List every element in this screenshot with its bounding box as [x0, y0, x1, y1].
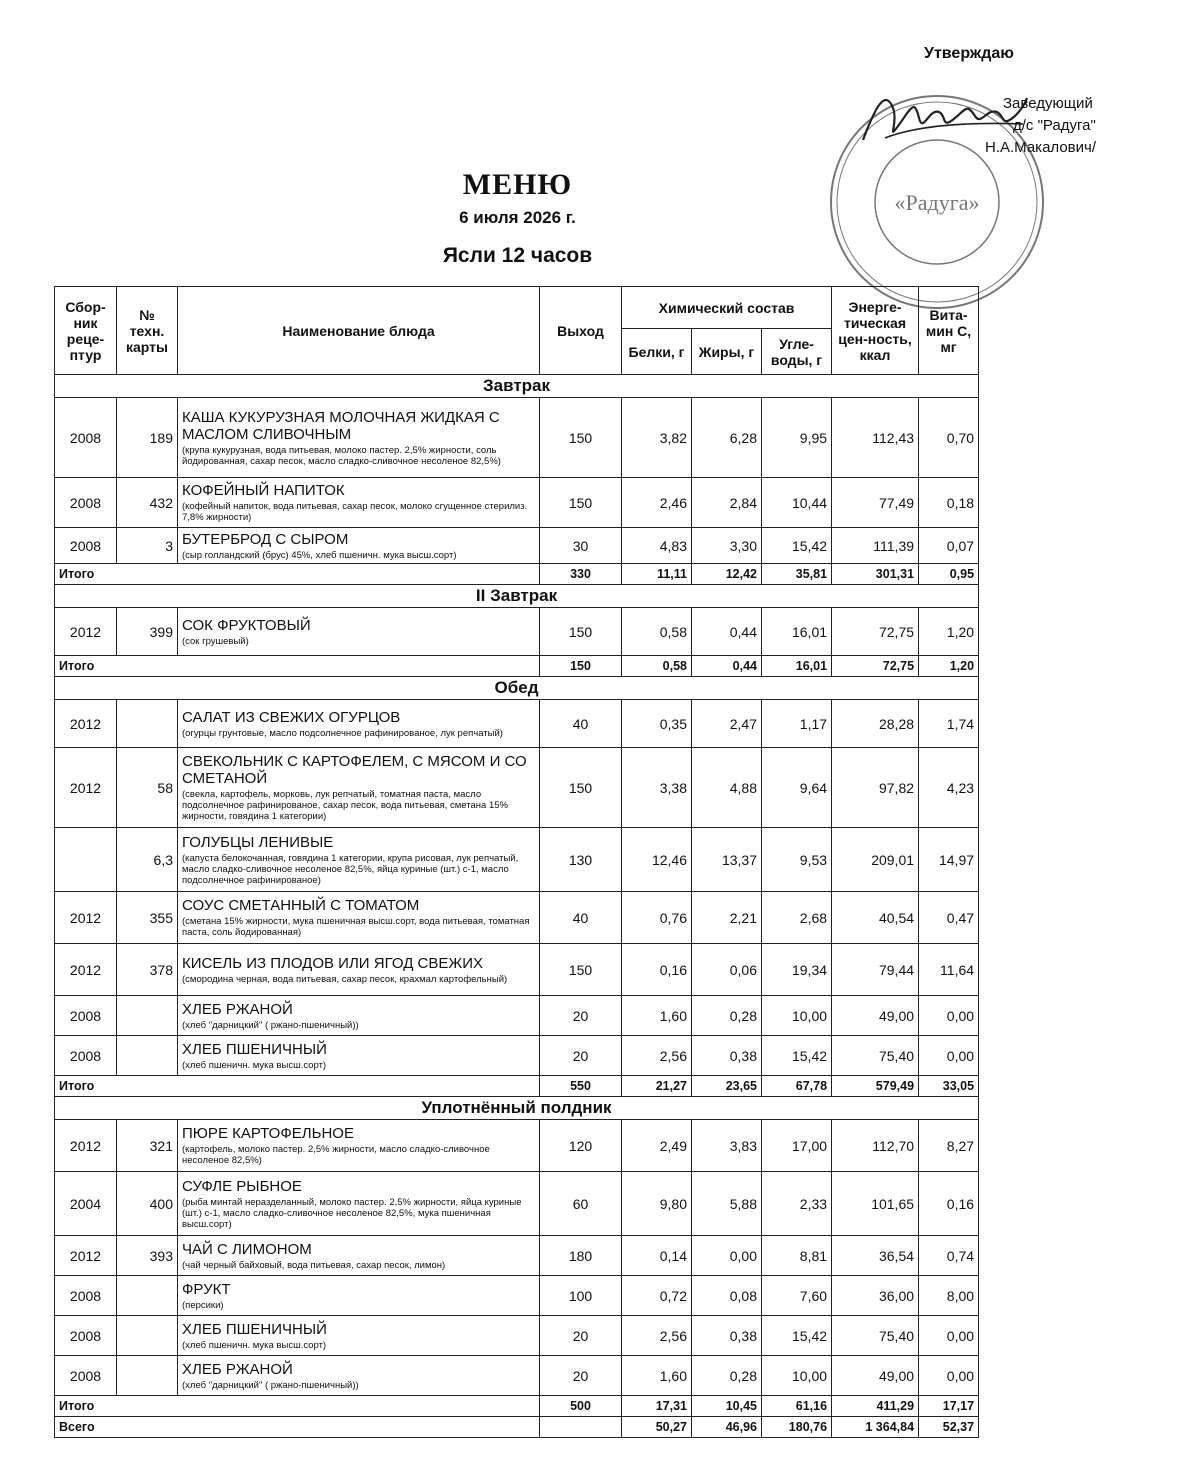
table-row — [55, 828, 979, 892]
dish-name: СУФЛЕ РЫБНОЕ — [182, 1177, 302, 1195]
table-row — [55, 944, 979, 996]
carbs-cell: 9,64 — [762, 748, 832, 828]
total-row — [55, 1076, 979, 1097]
dish-name: ХЛЕБ РЖАНОЙ — [182, 1000, 293, 1018]
fat-cell: 2,84 — [692, 478, 762, 528]
carbs-cell: 1,17 — [762, 700, 832, 748]
protein-cell: 2,46 — [622, 478, 692, 528]
card-cell — [117, 700, 178, 748]
dish-cell — [178, 528, 540, 564]
header-yield: Выход — [540, 287, 622, 375]
vitc-cell: 0,16 — [919, 1172, 979, 1236]
card-cell: 3 — [117, 528, 178, 564]
collection-cell: 2012 — [55, 608, 117, 656]
fat-cell: 0,38 — [692, 1316, 762, 1356]
dish-cell — [178, 478, 540, 528]
collection-cell: 2012 — [55, 1236, 117, 1276]
dish-cell — [178, 700, 540, 748]
yield-cell: 150 — [540, 748, 622, 828]
vitc-cell: 14,97 — [919, 828, 979, 892]
yield-cell: 150 — [540, 608, 622, 656]
energy-cell: 112,70 — [832, 1120, 919, 1172]
grand-total-vitc: 52,37 — [919, 1417, 979, 1438]
energy-cell: 36,54 — [832, 1236, 919, 1276]
dish-name: ХЛЕБ РЖАНОЙ — [182, 1360, 293, 1378]
yield-cell: 40 — [540, 892, 622, 944]
dish-ingredients: (хлеб "дарницкий" ( ржано-пшеничный)) — [182, 1019, 359, 1031]
header-dish: Наименование блюда — [178, 287, 540, 375]
table-row — [55, 996, 979, 1036]
yield-cell: 20 — [540, 1316, 622, 1356]
energy-cell: 79,44 — [832, 944, 919, 996]
dish-name: СОК ФРУКТОВЫЙ — [182, 616, 311, 634]
collection-cell: 2008 — [55, 528, 117, 564]
vitc-cell: 4,23 — [919, 748, 979, 828]
table-row — [55, 892, 979, 944]
yield-cell: 130 — [540, 828, 622, 892]
section-header — [55, 585, 979, 608]
collection-cell: 2012 — [55, 1120, 117, 1172]
vitc-cell: 1,20 — [919, 608, 979, 656]
total-energy: 301,31 — [832, 564, 919, 585]
total-carbs: 67,78 — [762, 1076, 832, 1097]
card-cell — [117, 1316, 178, 1356]
header-vitc: Вита-мин С, мг — [919, 287, 979, 375]
dish-name: ЧАЙ С ЛИМОНОМ — [182, 1240, 312, 1258]
dish-cell — [178, 748, 540, 828]
protein-cell: 2,49 — [622, 1120, 692, 1172]
yield-cell: 150 — [540, 944, 622, 996]
dish-ingredients: (огурцы грунтовые, масло подсолнечное рафинированое, лук репчатый) — [182, 727, 503, 739]
collection-cell: 2008 — [55, 398, 117, 478]
section-title: Обед — [55, 677, 979, 700]
energy-cell: 75,40 — [832, 1036, 919, 1076]
section-title: Завтрак — [55, 375, 979, 398]
fat-cell: 5,88 — [692, 1172, 762, 1236]
dish-name: СВЕКОЛЬНИК С КАРТОФЕЛЕМ, С МЯСОМ И СО СМЕТАНОЙ — [182, 753, 527, 787]
dish-name: КАША КУКУРУЗНАЯ МОЛОЧНАЯ ЖИДКАЯ С МАСЛОМ СЛИВОЧНЫМ — [182, 408, 500, 443]
approver-organization: д/с "Радуга" — [1013, 117, 1096, 134]
fat-cell: 2,47 — [692, 700, 762, 748]
header-collection: Сбор-ник реце-птур — [55, 287, 117, 375]
vitc-cell: 0,70 — [919, 398, 979, 478]
menu-title: МЕНЮ — [462, 168, 573, 201]
collection-cell: 2004 — [55, 1172, 117, 1236]
vitc-cell: 0,00 — [919, 1036, 979, 1076]
protein-cell: 2,56 — [622, 1036, 692, 1076]
collection-cell: 2012 — [55, 944, 117, 996]
total-label: Итого — [55, 564, 540, 585]
dish-cell — [178, 1172, 540, 1236]
grand-total-yield — [540, 1417, 622, 1438]
dish-cell — [178, 1356, 540, 1396]
carbs-cell: 16,01 — [762, 608, 832, 656]
yield-cell: 40 — [540, 700, 622, 748]
total-carbs: 61,16 — [762, 1396, 832, 1417]
protein-cell: 1,60 — [622, 1356, 692, 1396]
dish-ingredients: (капуста белокочанная, говядина 1 категории, крупа рисовая, лук репчатый, масло сладко-сливочное несоленое 82,5%, яйца куриные (шт.) с-1, масло подсолнечное рафинированое) — [182, 852, 519, 886]
dish-cell — [178, 1120, 540, 1172]
dish-ingredients: (рыба минтай неразделанный, молоко пастер. 2,5% жирности, яйца куриные (шт.) с-1, масло сладко-сливочное несоленое 82,5%, мука пшеничная высш.сорт) — [182, 1196, 522, 1230]
carbs-cell: 8,81 — [762, 1236, 832, 1276]
collection-cell: 2008 — [55, 1036, 117, 1076]
energy-cell: 209,01 — [832, 828, 919, 892]
fat-cell: 0,44 — [692, 608, 762, 656]
total-energy: 411,29 — [832, 1396, 919, 1417]
dish-ingredients: (картофель, молоко пастер. 2,5% жирности, масло сладко-сливочное несоленое 82,5%) — [182, 1144, 490, 1166]
yield-cell: 60 — [540, 1172, 622, 1236]
table-row — [55, 1120, 979, 1172]
table-row — [55, 398, 979, 478]
dish-ingredients: (сыр голландский (брус) 45%, хлеб пшеничн. мука высш.сорт) — [182, 549, 457, 561]
header-energy: Энерге-тическая цен-ность, ккал — [832, 287, 919, 375]
menu-table — [54, 286, 979, 1438]
section-header — [55, 677, 979, 700]
card-cell: 378 — [117, 944, 178, 996]
fat-cell: 0,28 — [692, 1356, 762, 1396]
dish-cell — [178, 828, 540, 892]
header-chem: Химический состав — [622, 287, 832, 329]
energy-cell: 111,39 — [832, 528, 919, 564]
yield-cell: 20 — [540, 996, 622, 1036]
protein-cell: 0,35 — [622, 700, 692, 748]
carbs-cell: 9,95 — [762, 398, 832, 478]
card-cell: 399 — [117, 608, 178, 656]
total-row — [55, 656, 979, 677]
grand-total-carbs: 180,76 — [762, 1417, 832, 1438]
total-vitc: 1,20 — [919, 656, 979, 677]
dish-cell — [178, 398, 540, 478]
vitc-cell: 8,00 — [919, 1276, 979, 1316]
total-fat: 12,42 — [692, 564, 762, 585]
dish-cell — [178, 1236, 540, 1276]
total-energy: 579,49 — [832, 1076, 919, 1097]
table-row — [55, 1316, 979, 1356]
protein-cell: 1,60 — [622, 996, 692, 1036]
dish-name: ФРУКТ — [182, 1280, 231, 1298]
protein-cell: 9,80 — [622, 1172, 692, 1236]
dish-ingredients: (крупа кукурузная, вода питьевая, молоко пастер. 2,5% жирности, соль йодированная, сахар песок, масло сладко-сливочное несоленое 82,5%) — [182, 444, 501, 467]
protein-cell: 0,72 — [622, 1276, 692, 1316]
total-label: Итого — [55, 1076, 540, 1097]
table-row — [55, 748, 979, 828]
energy-cell: 75,40 — [832, 1316, 919, 1356]
table-row — [55, 608, 979, 656]
total-fat: 0,44 — [692, 656, 762, 677]
vitc-cell: 0,00 — [919, 996, 979, 1036]
collection-cell: 2008 — [55, 1356, 117, 1396]
dish-ingredients: (смородина черная, вода питьевая, сахар песок, крахмал картофельный) — [182, 973, 508, 985]
card-cell: 189 — [117, 398, 178, 478]
card-cell: 355 — [117, 892, 178, 944]
menu-date: 6 июля 2026 г. — [459, 208, 576, 227]
header-carbs: Угле-воды, г — [762, 329, 832, 375]
dish-name: ПЮРЕ КАРТОФЕЛЬНОЕ — [182, 1125, 354, 1142]
dish-ingredients: (хлеб пшеничн. мука высш.сорт) — [182, 1339, 327, 1351]
yield-cell: 100 — [540, 1276, 622, 1316]
vitc-cell: 0,00 — [919, 1316, 979, 1356]
section-header — [55, 375, 979, 398]
total-vitc: 33,05 — [919, 1076, 979, 1097]
dish-ingredients: (хлеб пшеничн. мука высш.сорт) — [182, 1059, 327, 1071]
energy-cell: 28,28 — [832, 700, 919, 748]
protein-cell: 0,14 — [622, 1236, 692, 1276]
grand-total-row — [55, 1417, 979, 1438]
grand-total-label: Всего — [55, 1417, 540, 1438]
carbs-cell: 10,00 — [762, 996, 832, 1036]
dish-ingredients: (кофейный напиток, вода питьевая, сахар песок, молоко сгущенное стерилиз. 7,8% жирности) — [182, 501, 528, 523]
fat-cell: 0,38 — [692, 1036, 762, 1076]
collection-cell: 2012 — [55, 892, 117, 944]
carbs-cell: 2,33 — [762, 1172, 832, 1236]
grand-total-fat: 46,96 — [692, 1417, 762, 1438]
table-row — [55, 1036, 979, 1076]
header-card: № техн. карты — [117, 287, 178, 375]
total-protein: 21,27 — [622, 1076, 692, 1097]
menu-group: Ясли 12 часов — [442, 244, 593, 267]
dish-name: БУТЕРБРОД С СЫРОМ — [182, 530, 349, 548]
dish-ingredients: (сок грушевый) — [182, 635, 249, 647]
carbs-cell: 10,00 — [762, 1356, 832, 1396]
carbs-cell: 10,44 — [762, 478, 832, 528]
total-yield: 550 — [540, 1076, 622, 1097]
total-yield: 500 — [540, 1396, 622, 1417]
total-row — [55, 564, 979, 585]
header-protein: Белки, г — [622, 329, 692, 375]
dish-name: ХЛЕБ ПШЕНИЧНЫЙ — [182, 1040, 327, 1058]
card-cell — [117, 996, 178, 1036]
collection-cell: 2012 — [55, 700, 117, 748]
collection-cell: 2008 — [55, 1276, 117, 1316]
carbs-cell: 2,68 — [762, 892, 832, 944]
energy-cell: 49,00 — [832, 996, 919, 1036]
dish-ingredients: (хлеб "дарницкий" ( ржано-пшеничный)) — [182, 1379, 359, 1391]
section-title: II Завтрак — [55, 585, 979, 608]
total-label: Итого — [55, 1396, 540, 1417]
grand-total-protein: 50,27 — [622, 1417, 692, 1438]
protein-cell: 3,38 — [622, 748, 692, 828]
approver-name: Н.А.Макалович/ — [985, 139, 1097, 156]
dish-ingredients: (персики) — [182, 1299, 224, 1311]
dish-name: ХЛЕБ ПШЕНИЧНЫЙ — [182, 1320, 327, 1338]
card-cell: 400 — [117, 1172, 178, 1236]
table-row — [55, 1356, 979, 1396]
card-cell: 6,3 — [117, 828, 178, 892]
total-row — [55, 1396, 979, 1417]
fat-cell: 4,88 — [692, 748, 762, 828]
fat-cell: 6,28 — [692, 398, 762, 478]
dish-name: КОФЕЙНЫЙ НАПИТОК — [182, 482, 345, 499]
dish-cell — [178, 944, 540, 996]
dish-cell — [178, 1316, 540, 1356]
protein-cell: 3,82 — [622, 398, 692, 478]
card-cell — [117, 1276, 178, 1316]
yield-cell: 120 — [540, 1120, 622, 1172]
section-header — [55, 1097, 979, 1120]
fat-cell: 0,06 — [692, 944, 762, 996]
collection-cell: 2012 — [55, 748, 117, 828]
menu-body — [55, 375, 979, 1438]
energy-cell: 112,43 — [832, 398, 919, 478]
total-carbs: 16,01 — [762, 656, 832, 677]
table-row — [55, 1276, 979, 1316]
carbs-cell: 15,42 — [762, 1036, 832, 1076]
vitc-cell: 0,74 — [919, 1236, 979, 1276]
dish-name: САЛАТ ИЗ СВЕЖИХ ОГУРЦОВ — [182, 708, 401, 726]
table-row — [55, 528, 979, 564]
protein-cell: 0,58 — [622, 608, 692, 656]
carbs-cell: 15,42 — [762, 528, 832, 564]
energy-cell: 40,54 — [832, 892, 919, 944]
collection-cell: 2008 — [55, 996, 117, 1036]
table-row — [55, 478, 979, 528]
total-yield: 330 — [540, 564, 622, 585]
vitc-cell: 11,64 — [919, 944, 979, 996]
fat-cell: 3,83 — [692, 1120, 762, 1172]
fat-cell: 13,37 — [692, 828, 762, 892]
vitc-cell: 1,74 — [919, 700, 979, 748]
table-row — [55, 1236, 979, 1276]
total-carbs: 35,81 — [762, 564, 832, 585]
carbs-cell: 9,53 — [762, 828, 832, 892]
dish-name: СОУС СМЕТАННЫЙ С ТОМАТОМ — [182, 897, 420, 914]
carbs-cell: 19,34 — [762, 944, 832, 996]
card-cell — [117, 1036, 178, 1076]
total-protein: 0,58 — [622, 656, 692, 677]
collection-cell: 2008 — [55, 1316, 117, 1356]
card-cell — [117, 1356, 178, 1396]
yield-cell: 180 — [540, 1236, 622, 1276]
table-row — [55, 1172, 979, 1236]
collection-cell — [55, 828, 117, 892]
card-cell: 432 — [117, 478, 178, 528]
fat-cell: 3,30 — [692, 528, 762, 564]
vitc-cell: 0,00 — [919, 1356, 979, 1396]
card-cell: 321 — [117, 1120, 178, 1172]
energy-cell: 49,00 — [832, 1356, 919, 1396]
dish-cell — [178, 996, 540, 1036]
fat-cell: 0,28 — [692, 996, 762, 1036]
dish-ingredients: (свекла, картофель, морковь, лук репчатый, томатная паста, масло подсолнечное рафинированое, сахар песок, вода питьевая, сметана 15% жирности, говядина 1 категории) — [182, 789, 508, 822]
carbs-cell: 7,60 — [762, 1276, 832, 1316]
dish-ingredients: (чай черный байховый, вода питьевая, сахар песок, лимон) — [182, 1259, 446, 1271]
total-protein: 11,11 — [622, 564, 692, 585]
yield-cell: 30 — [540, 528, 622, 564]
yield-cell: 20 — [540, 1356, 622, 1396]
energy-cell: 101,65 — [832, 1172, 919, 1236]
approval-block — [985, 93, 1096, 159]
fat-cell: 0,00 — [692, 1236, 762, 1276]
dish-ingredients: (сметана 15% жирности, мука пшеничная высш.сорт, вода питьевая, томатная паста, соль йодированная) — [182, 916, 530, 938]
carbs-cell: 15,42 — [762, 1316, 832, 1356]
dish-cell — [178, 1276, 540, 1316]
energy-cell: 36,00 — [832, 1276, 919, 1316]
yield-cell: 150 — [540, 478, 622, 528]
grand-total-energy: 1 364,84 — [832, 1417, 919, 1438]
energy-cell: 97,82 — [832, 748, 919, 828]
total-fat: 10,45 — [692, 1396, 762, 1417]
seal-center-text: «Радуга» — [894, 190, 980, 215]
total-fat: 23,65 — [692, 1076, 762, 1097]
energy-cell: 72,75 — [832, 608, 919, 656]
yield-cell: 150 — [540, 398, 622, 478]
total-energy: 72,75 — [832, 656, 919, 677]
vitc-cell: 0,18 — [919, 478, 979, 528]
yield-cell: 20 — [540, 1036, 622, 1076]
header-fat: Жиры, г — [692, 329, 762, 375]
energy-cell: 77,49 — [832, 478, 919, 528]
vitc-cell: 0,07 — [919, 528, 979, 564]
approver-position: Заведующий — [1003, 95, 1093, 112]
collection-cell: 2008 — [55, 478, 117, 528]
carbs-cell: 17,00 — [762, 1120, 832, 1172]
dish-cell — [178, 1036, 540, 1076]
protein-cell: 0,16 — [622, 944, 692, 996]
dish-name: ГОЛУБЦЫ ЛЕНИВЫЕ — [182, 833, 334, 851]
total-vitc: 0,95 — [919, 564, 979, 585]
card-cell: 393 — [117, 1236, 178, 1276]
total-label: Итого — [55, 656, 540, 677]
section-title: Уплотнённый полдник — [55, 1097, 979, 1120]
total-yield: 150 — [540, 656, 622, 677]
approve-heading: Утверждаю — [924, 45, 1014, 62]
dish-cell — [178, 608, 540, 656]
protein-cell: 0,76 — [622, 892, 692, 944]
fat-cell: 0,08 — [692, 1276, 762, 1316]
total-vitc: 17,17 — [919, 1396, 979, 1417]
card-cell: 58 — [117, 748, 178, 828]
vitc-cell: 8,27 — [919, 1120, 979, 1172]
dish-name: КИСЕЛЬ ИЗ ПЛОДОВ ИЛИ ЯГОД СВЕЖИХ — [182, 954, 484, 972]
table-row — [55, 700, 979, 748]
protein-cell: 12,46 — [622, 828, 692, 892]
fat-cell: 2,21 — [692, 892, 762, 944]
dish-cell — [178, 892, 540, 944]
total-protein: 17,31 — [622, 1396, 692, 1417]
vitc-cell: 0,47 — [919, 892, 979, 944]
protein-cell: 4,83 — [622, 528, 692, 564]
protein-cell: 2,56 — [622, 1316, 692, 1356]
